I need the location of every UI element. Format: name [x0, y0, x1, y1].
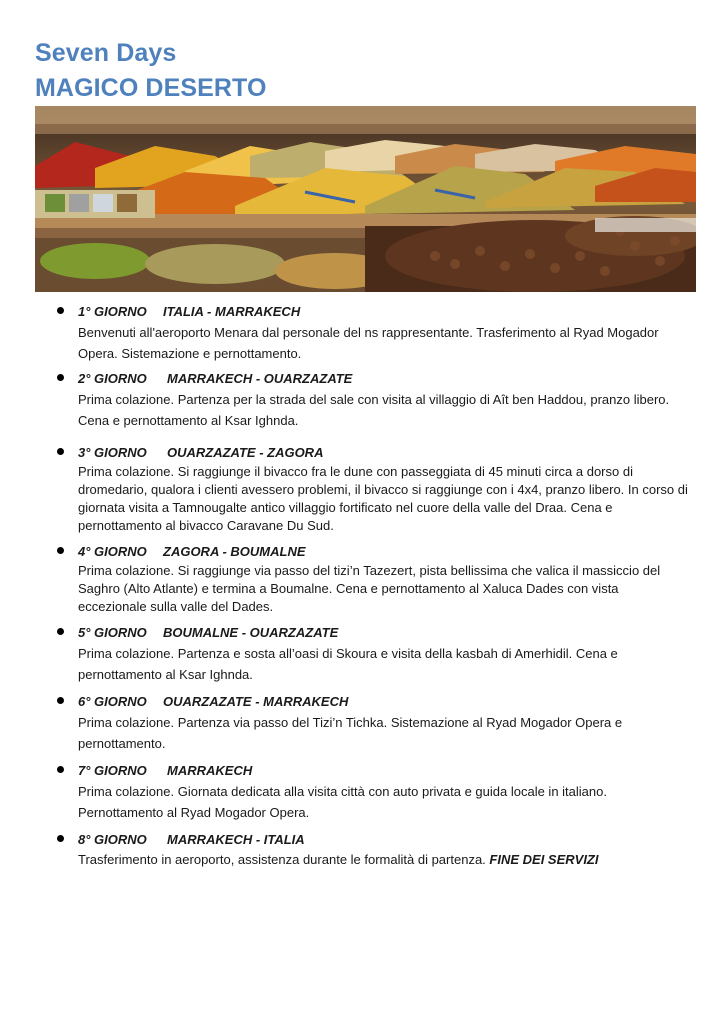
day-description: Prima colazione. Partenza e sosta all’oasi di Skoura e visita della kasbah di Amerhidil. Cena e pernottamento al Ksar Ighnda. [78, 646, 618, 682]
day-route: MARRAKECH - OUARZAZATE [167, 371, 353, 386]
day-route: ITALIA - MARRAKECH [163, 304, 301, 319]
day-number: 8° GIORNO [78, 832, 147, 847]
bullet-icon [57, 374, 64, 381]
day-description: Benvenuti all'aeroporto Menara dal personale del ns rappresentante. Trasferimento al Ryad Mogador Opera. Sistemazione e pernottamento. [78, 325, 659, 361]
day-heading [78, 444, 323, 462]
bullet-icon [57, 835, 64, 842]
bullet-icon [57, 547, 64, 554]
day-number: 3° GIORNO [78, 445, 147, 460]
day-description: Prima colazione. Giornata dedicata alla visita città con auto privata e guida locale in italiano. Pernottamento al Ryad Mogador Opera. [78, 784, 607, 820]
day-heading [78, 693, 348, 711]
bullet-icon [57, 766, 64, 773]
day-description: Prima colazione. Si raggiunge via passo del tizi’n Tazezert, pista bellissima che valica il massiccio del Saghro (Alto Atlante) e termina a Boumalne. Cena e pernottamento al Xaluca Dades con vista eccezionale sulla valle del Dades. [78, 563, 661, 614]
day-number: 7° GIORNO [78, 763, 147, 778]
bullet-icon [57, 697, 64, 704]
day-route: BOUMALNE - OUARZAZATE [163, 625, 339, 640]
day-heading [78, 370, 352, 388]
bullet-icon [57, 448, 64, 455]
day-description: Prima colazione. Partenza via passo del Tizi’n Tichka. Sistemazione al Ryad Mogador Opera e pernottamento. [78, 715, 623, 751]
spice-market-photo [35, 106, 696, 292]
day-number: 4° GIORNO [78, 544, 147, 559]
day-number: 2° GIORNO [78, 371, 147, 386]
day-heading [78, 303, 300, 321]
day-route: OUARZAZATE - MARRAKECH [163, 694, 349, 709]
day-route: MARRAKECH - ITALIA [167, 832, 305, 847]
day-description-text: Trasferimento in aeroporto, assistenza durante le formalità di partenza. [78, 852, 486, 867]
day-number: 6° GIORNO [78, 694, 147, 709]
closing-note: FINE DEI SERVIZI [489, 852, 599, 867]
day-route: OUARZAZATE - ZAGORA [167, 445, 324, 460]
day-heading [78, 624, 338, 642]
day-description [78, 851, 688, 869]
day-route: MARRAKECH [167, 763, 253, 778]
day-heading [78, 543, 306, 561]
page-title [35, 36, 267, 106]
day-heading [78, 762, 252, 780]
bullet-icon [57, 307, 64, 314]
day-heading [78, 831, 305, 849]
day-description: Prima colazione. Si raggiunge il bivacco fra le dune con passeggiata di 45 minuti circa a dorso di dromedario, qualora i clienti avessero problemi, il bivacco si raggiunge con i 4x4, pranzo libero. In corso di giornata visita a Tamnougalte antico villaggio fortificato nel cuore della valle del Draa. Cena e pernottamento al bivacco Caravane Du Sud. [78, 464, 688, 533]
day-number: 1° GIORNO [78, 304, 147, 319]
day-route: ZAGORA - BOUMALNE [163, 544, 306, 559]
title-line-2: MAGICO DESERTO [35, 74, 267, 102]
bullet-icon [57, 628, 64, 635]
title-line-1: Seven Days [35, 39, 177, 67]
day-description: Prima colazione. Partenza per la strada del sale con visita al villaggio di Aît ben Haddou, pranzo libero. Cena e pernottamento al Ksar Ighnda. [78, 392, 670, 428]
day-number: 5° GIORNO [78, 625, 147, 640]
